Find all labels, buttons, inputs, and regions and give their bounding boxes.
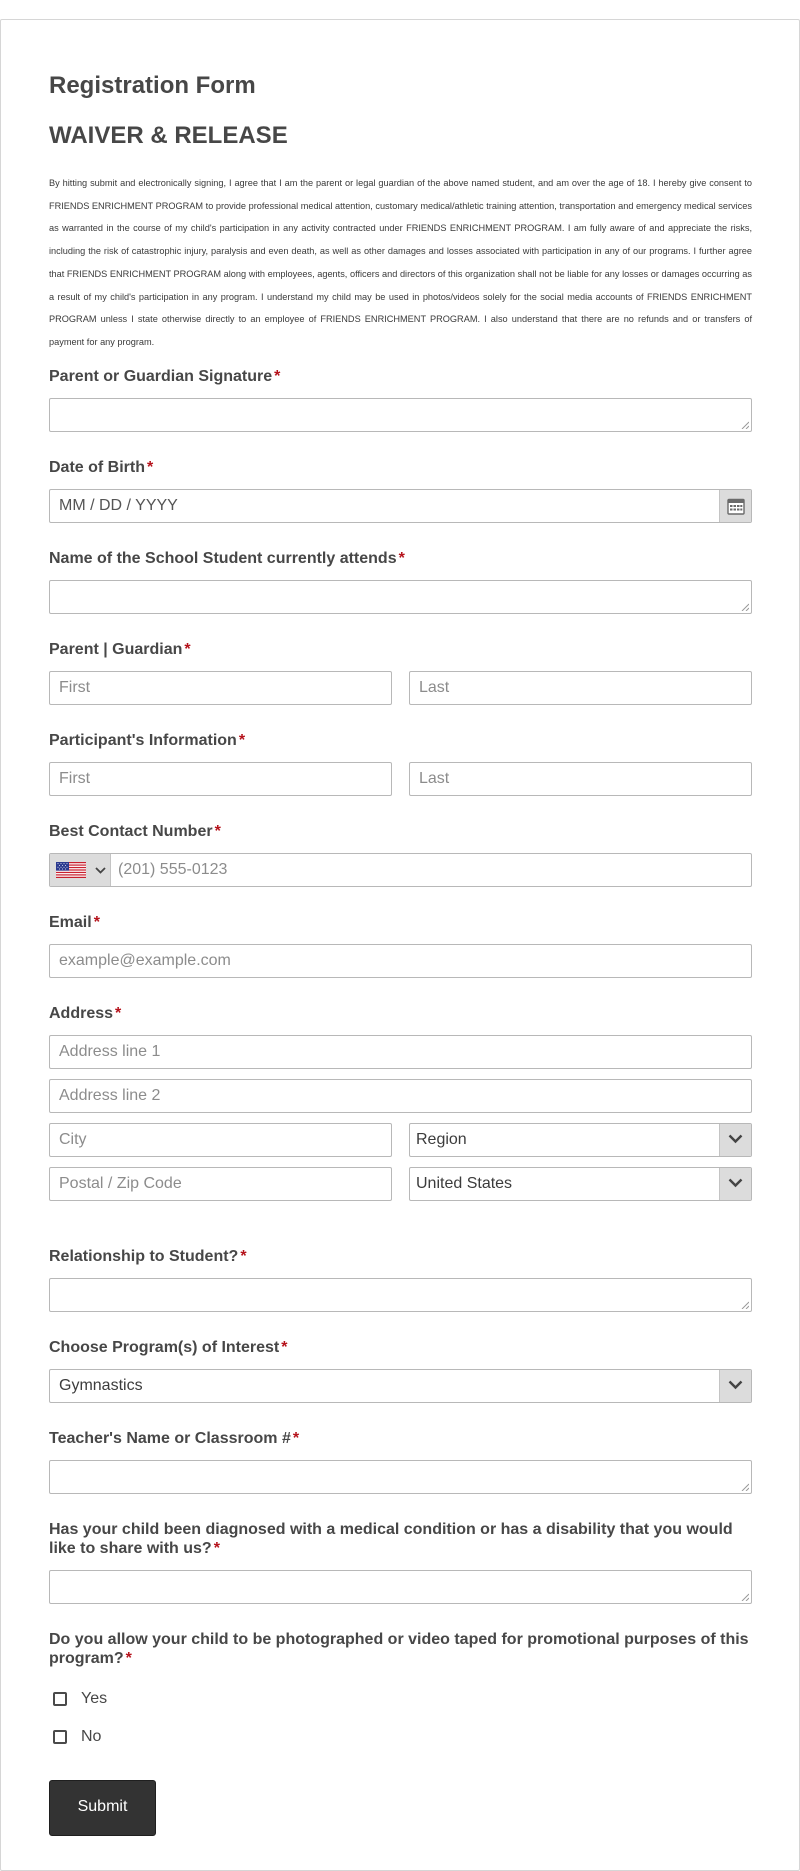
required-mark: * — [213, 1540, 220, 1557]
form-card — [0, 19, 800, 1871]
program-dropdown-button[interactable] — [719, 1370, 751, 1402]
photo-consent-label: Do you allow your child to be photographed or video taped for promotional purposes of this program? * — [49, 1631, 749, 1667]
teacher-textarea[interactable] — [49, 1460, 752, 1494]
signature-label: Parent or Guardian Signature * — [49, 368, 281, 385]
dob-label: Date of Birth * — [49, 459, 154, 476]
participant-last-input[interactable]: Last — [409, 762, 752, 796]
required-mark: * — [281, 1339, 288, 1356]
resize-grip-icon[interactable] — [741, 1483, 749, 1491]
relationship-textarea[interactable] — [49, 1278, 752, 1312]
email-input[interactable]: example@example.com — [49, 944, 752, 978]
signature-textarea[interactable] — [49, 398, 752, 432]
medical-label: Has your child been diagnosed with a medical condition or has a disability that you would like to share with us? * — [49, 1521, 733, 1557]
chevron-down-icon — [728, 1380, 743, 1390]
country-select[interactable]: United States — [409, 1167, 752, 1201]
required-mark: * — [93, 914, 100, 931]
medical-textarea[interactable] — [49, 1570, 752, 1604]
resize-grip-icon[interactable] — [741, 603, 749, 611]
required-mark: * — [214, 823, 221, 840]
country-code-selector[interactable] — [50, 854, 111, 886]
program-label: Choose Program(s) of Interest * — [49, 1339, 288, 1356]
phone-label: Best Contact Number * — [49, 823, 221, 840]
city-input[interactable]: City — [49, 1123, 392, 1157]
required-mark: * — [292, 1430, 300, 1447]
chevron-down-icon — [95, 867, 106, 874]
school-label: Name of the School Student currently attends * — [49, 550, 405, 567]
photo-consent-no-checkbox[interactable] — [53, 1730, 67, 1744]
email-label: Email * — [49, 914, 100, 931]
address-line2-input[interactable]: Address line 2 — [49, 1079, 752, 1113]
calendar-button[interactable] — [719, 490, 751, 522]
country-dropdown-button[interactable] — [719, 1168, 751, 1200]
address-label: Address * — [49, 1005, 122, 1022]
required-mark: * — [240, 1248, 247, 1265]
chevron-down-icon — [728, 1178, 743, 1188]
region-dropdown-button[interactable] — [719, 1124, 751, 1156]
guardian-last-input[interactable]: Last — [409, 671, 752, 705]
teacher-label: Teacher's Name or Classroom # * — [49, 1430, 300, 1447]
us-flag-icon — [56, 862, 86, 878]
school-textarea[interactable] — [49, 580, 752, 614]
photo-consent-yes-checkbox[interactable] — [53, 1692, 67, 1706]
participant-first-input[interactable]: First — [49, 762, 392, 796]
required-mark: * — [184, 641, 191, 658]
chevron-down-icon — [728, 1134, 743, 1144]
dob-input[interactable] — [49, 489, 752, 523]
required-mark: * — [274, 368, 281, 385]
resize-grip-icon[interactable] — [741, 1593, 749, 1601]
relationship-label: Relationship to Student? * — [49, 1248, 247, 1265]
program-select[interactable]: Gymnastics — [49, 1369, 752, 1403]
resize-grip-icon[interactable] — [741, 421, 749, 429]
required-mark: * — [398, 550, 405, 567]
guardian-label: Parent | Guardian * — [49, 641, 191, 658]
guardian-first-input[interactable]: First — [49, 671, 392, 705]
waiver-text: By hitting submit and electronically signing, I agree that I am the parent or legal guardian of the above named student, and am over the age of 18. I hereby give consent to FRIENDS ENRICHMENT PROGRAM to provide professional medical attention, customary medical/athletic training attention, transportation and emergency medical services as warranted in the course of my child's participation in any activity contracted under FRIENDS ENRICHMENT PROGRAM. I am fully aware of and appreciate the risks, including the risk of catastrophic injury, paralysis and even death, as well as other damages and losses associated with participation in any of our programs. I further agree that FRIENDS ENRICHMENT PROGRAM along with employees, agents, officers and directors of this organization shall not be liable for any losses or damages occurring as a result of my child's participation in any program. I understand my child may be used in photos/videos solely for the social media accounts of FRIENDS ENRICHMENT PROGRAM unless I state otherwise directly to an employee of FRIENDS ENRICHMENT PROGRAM. I also understand that there are no refunds and or transfers of payment for any program. — [49, 178, 752, 347]
address-line1-input[interactable]: Address line 1 — [49, 1035, 752, 1069]
calendar-icon — [727, 497, 745, 515]
required-mark: * — [125, 1650, 132, 1667]
waiver-heading: WAIVER & RELEASE — [49, 122, 288, 149]
participant-label: Participant's Information * — [49, 732, 246, 749]
postal-code-input[interactable]: Postal / Zip Code — [49, 1167, 392, 1201]
required-mark: * — [238, 732, 246, 749]
region-select[interactable]: Region — [409, 1123, 752, 1157]
photo-consent-yes-label[interactable]: Yes — [81, 1690, 108, 1707]
photo-consent-no-label[interactable]: No — [81, 1728, 102, 1745]
form-title: Registration Form — [49, 72, 256, 99]
phone-input[interactable] — [49, 853, 752, 887]
resize-grip-icon[interactable] — [741, 1301, 749, 1309]
phone-placeholder: (201) 555-0123 — [118, 861, 228, 878]
required-mark: * — [115, 1005, 122, 1022]
dob-placeholder: MM / DD / YYYY — [59, 497, 178, 514]
submit-button[interactable]: Submit — [49, 1780, 156, 1836]
required-mark: * — [147, 459, 154, 476]
